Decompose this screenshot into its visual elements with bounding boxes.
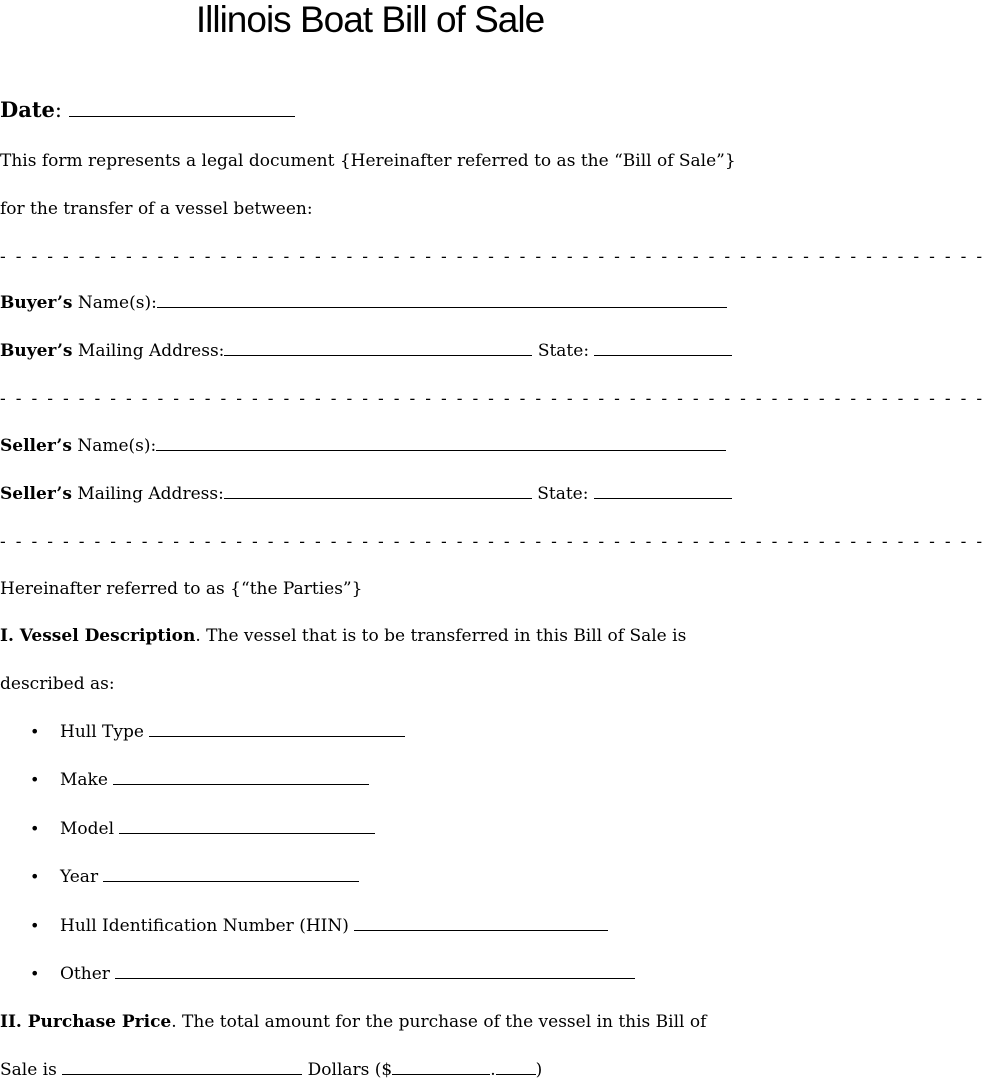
- vessel-description-row: [0, 625, 686, 647]
- bullet-icon: •: [30, 722, 40, 741]
- buyer-name-field[interactable]: [157, 292, 727, 308]
- close-paren: ): [535, 1060, 543, 1080]
- sale-amount-row: [0, 1059, 542, 1081]
- buyer-address-row: [0, 340, 732, 362]
- hull-type-field[interactable]: [149, 721, 405, 737]
- seller-name-row: [0, 435, 726, 457]
- separator-2: - - - - - - - - - - - - - - - - - - - - - - - - - - - - - - - - - - - - - - - - - - - - - - - - - - - - - - - - - - - - - - -: [0, 389, 984, 409]
- seller-state-field[interactable]: [594, 483, 732, 499]
- other-row: [60, 963, 635, 985]
- intro-line-1: This form represents a legal document {Hereinafter referred to as the “Bill of Sale”}: [0, 151, 736, 171]
- seller-address-label: Mailing Address:: [77, 484, 224, 504]
- buyer-address-label: Mailing Address:: [77, 341, 225, 361]
- year-field[interactable]: [103, 866, 359, 882]
- intro-line-2: for the transfer of a vessel between:: [0, 199, 313, 219]
- separator-1: - - - - - - - - - - - - - - - - - - - - - - - - - - - - - - - - - - - - - - - - - - - - - - - - - - - - - - - - - - - - - - -: [0, 247, 984, 267]
- buyer-name-row: [0, 292, 727, 314]
- buyer-name-label: Name(s):: [77, 293, 157, 313]
- purchase-price-text: . The total amount for the purchase of the vessel in this Bill of: [171, 1012, 707, 1032]
- year-row: [60, 866, 359, 888]
- vessel-description-text: . The vessel that is to be transferred in this Bill of Sale is: [195, 626, 687, 646]
- dollars-label: Dollars ($: [307, 1060, 393, 1080]
- buyer-label-2: Buyer’s: [0, 341, 73, 361]
- sale-is-label: Sale is: [0, 1060, 57, 1080]
- seller-name-field[interactable]: [156, 435, 726, 451]
- purchase-price-row: [0, 1011, 706, 1033]
- seller-label-2: Seller’s: [0, 484, 72, 504]
- model-field[interactable]: [119, 818, 375, 834]
- seller-address-row: [0, 483, 732, 505]
- other-field[interactable]: [115, 963, 635, 979]
- decimal-point: .: [490, 1060, 496, 1080]
- buyer-state-label: State:: [537, 341, 590, 361]
- seller-name-label: Name(s):: [77, 436, 157, 456]
- document-title: Illinois Boat Bill of Sale: [195, 0, 545, 40]
- model-label: Model: [60, 819, 115, 839]
- year-label: Year: [60, 867, 99, 887]
- parties-text: Hereinafter referred to as {“the Parties”}: [0, 579, 363, 599]
- hin-label: Hull Identification Number (HIN): [60, 916, 349, 936]
- model-row: [60, 818, 375, 840]
- date-field[interactable]: [69, 101, 295, 117]
- make-label: Make: [60, 770, 108, 790]
- other-label: Other: [60, 964, 110, 984]
- buyer-address-field[interactable]: [224, 340, 532, 356]
- seller-state-label: State:: [537, 484, 589, 504]
- buyer-state-field[interactable]: [594, 340, 732, 356]
- bullet-icon: •: [30, 867, 40, 886]
- vessel-description-text-2: described as:: [0, 674, 115, 694]
- bullet-icon: •: [30, 770, 40, 789]
- bullet-icon: •: [30, 964, 40, 983]
- bullet-icon: •: [30, 916, 40, 935]
- make-field[interactable]: [113, 769, 369, 785]
- date-colon: :: [54, 98, 62, 122]
- hull-type-label: Hull Type: [60, 722, 144, 742]
- dollars-amount-field[interactable]: [392, 1059, 490, 1075]
- date-row: [0, 99, 295, 121]
- date-label: Date: [0, 97, 55, 122]
- separator-3: - - - - - - - - - - - - - - - - - - - - - - - - - - - - - - - - - - - - - - - - - - - - - - - - - - - - - - - - - - - - - - -: [0, 532, 984, 552]
- hull-type-row: [60, 721, 405, 743]
- hin-field[interactable]: [354, 915, 608, 931]
- purchase-price-heading: II. Purchase Price: [0, 1012, 172, 1032]
- amount-words-field[interactable]: [62, 1059, 302, 1075]
- bullet-icon: •: [30, 819, 40, 838]
- buyer-label: Buyer’s: [0, 293, 73, 313]
- cents-amount-field[interactable]: [496, 1059, 536, 1075]
- seller-label: Seller’s: [0, 436, 72, 456]
- hin-row: [60, 915, 608, 937]
- make-row: [60, 769, 369, 791]
- vessel-description-heading: I. Vessel Description: [0, 626, 196, 646]
- seller-address-field[interactable]: [224, 483, 532, 499]
